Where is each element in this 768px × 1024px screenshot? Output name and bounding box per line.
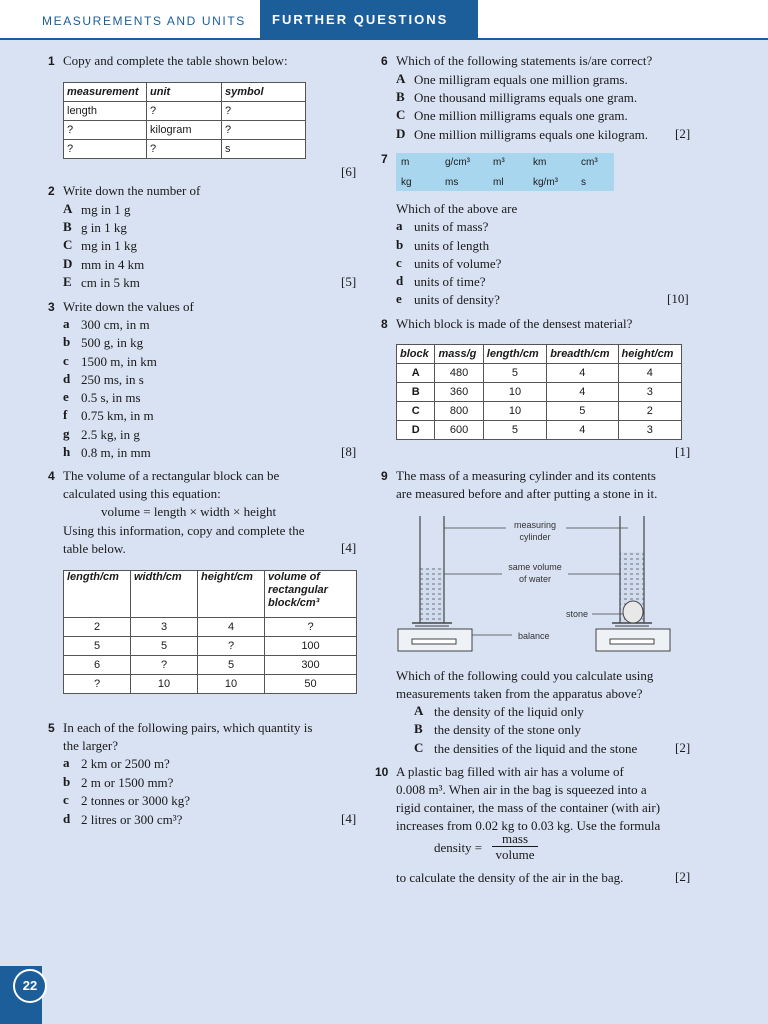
q9-number: 9 <box>381 469 388 483</box>
q2-mark: [5] <box>341 274 357 289</box>
right-balance <box>596 629 670 651</box>
q6-option-text: One million milligrams equals one gram. <box>414 108 628 123</box>
table-cell: 5 <box>131 637 198 656</box>
q5-option-text: 2 m or 1500 mm? <box>81 775 174 790</box>
table-row <box>64 140 306 159</box>
q9-question-line: Which of the following could you calculate using <box>396 668 654 683</box>
q1-table <box>63 82 306 159</box>
table-cell: 300 <box>265 656 357 675</box>
left-balance <box>398 629 472 651</box>
table-cell: 5 <box>483 364 546 383</box>
q2-option-label: E <box>63 274 72 289</box>
table-cell: A <box>397 364 435 383</box>
q6-text: Which of the following statements is/are correct? <box>396 53 653 68</box>
table-cell: 10 <box>483 383 546 402</box>
table-cell: 5 <box>64 637 131 656</box>
q8-text: Which block is made of the densest material? <box>396 316 633 331</box>
label-balance: balance <box>518 631 550 641</box>
q9-mark: [2] <box>675 740 691 755</box>
q4-number: 4 <box>48 469 55 483</box>
label-measuring-cylinder <box>500 519 570 543</box>
q8-header-cell: mass/g <box>435 345 483 364</box>
label-line: of water <box>518 574 551 584</box>
table-cell: ? <box>147 102 222 121</box>
q7-text: Which of the above are <box>396 201 518 216</box>
q5-option-label: c <box>63 792 69 807</box>
table-row <box>64 637 357 656</box>
q7-option-text: units of length <box>414 238 490 253</box>
q8-header-cell: length/cm <box>483 345 546 364</box>
q9-option-label: B <box>414 721 423 736</box>
q4-header-cell: length/cm <box>64 571 131 618</box>
q3-mark: [8] <box>341 444 357 459</box>
table-cell: 2 <box>618 402 681 421</box>
table-cell: length <box>64 102 147 121</box>
unit-label: km <box>533 157 547 168</box>
table-cell: ? <box>198 637 265 656</box>
q4-line: The volume of a rectangular block can be <box>63 468 280 483</box>
q10-number: 10 <box>375 765 389 779</box>
unit-label: m <box>401 157 410 168</box>
table-cell: 2 <box>64 618 131 637</box>
table-cell: s <box>222 140 306 159</box>
unit-label: m³ <box>493 157 505 168</box>
q3-option-text: 2.5 kg, in g <box>81 427 140 442</box>
table-cell: 3 <box>618 383 681 402</box>
table-row <box>64 618 357 637</box>
q4-mark: [4] <box>341 540 357 555</box>
q1-number: 1 <box>48 54 55 68</box>
q4-line: table below. <box>63 541 126 556</box>
q2-option-label: B <box>63 219 72 234</box>
q3-option-label: h <box>63 444 71 459</box>
q3-option-label: d <box>63 371 71 386</box>
q1-header-cell: symbol <box>222 83 306 102</box>
table-cell: 5 <box>547 402 618 421</box>
q7-option-label: d <box>396 273 404 288</box>
table-cell: 4 <box>198 618 265 637</box>
density-formula-fraction <box>492 831 538 862</box>
table-cell: 600 <box>435 421 483 440</box>
label-same-volume-of-water <box>500 561 570 585</box>
table-row <box>64 675 357 694</box>
q9-question-line: measurements taken from the apparatus above? <box>396 686 643 701</box>
q4-equation: volume = length × width × height <box>101 504 277 519</box>
right-measuring-cylinder <box>612 516 652 626</box>
table-cell: 360 <box>435 383 483 402</box>
q3-option-text: 500 g, in kg <box>81 335 144 350</box>
q6-option-text: One thousand milligrams equals one gram. <box>414 90 638 105</box>
q8-number: 8 <box>381 317 388 331</box>
table-row <box>64 656 357 675</box>
table-cell: 480 <box>435 364 483 383</box>
q2-option-text: g in 1 kg <box>81 220 127 235</box>
label-line: measuring <box>513 520 557 530</box>
table-cell: C <box>397 402 435 421</box>
q6-mark: [2] <box>675 126 691 141</box>
table-cell: ? <box>147 140 222 159</box>
q8-mark: [1] <box>675 444 691 459</box>
q6-option-label: C <box>396 107 406 122</box>
table-cell: ? <box>222 121 306 140</box>
table-cell: 4 <box>547 421 618 440</box>
q2-option-text: mg in 1 g <box>81 202 131 217</box>
formula-numerator: mass <box>492 831 538 847</box>
table-cell: B <box>397 383 435 402</box>
q10-line: increases from 0.02 kg to 0.03 kg. Use the formula <box>396 818 661 833</box>
q5-line: In each of the following pairs, which quantity is <box>63 720 313 735</box>
unit-label: ml <box>493 177 504 188</box>
table-cell: 50 <box>265 675 357 694</box>
q8-header-cell: height/cm <box>618 345 681 364</box>
table-cell: kilogram <box>147 121 222 140</box>
table-cell: ? <box>131 656 198 675</box>
unit-label: kg/m³ <box>533 177 558 188</box>
q6-option-text: One milligram equals one million grams. <box>414 72 628 87</box>
q3-option-label: g <box>63 426 70 441</box>
q10-last-line: to calculate the density of the air in the bag. <box>396 870 624 885</box>
q9-option-text: the densities of the liquid and the stone <box>434 741 638 756</box>
stone-shape <box>623 601 643 623</box>
q9-option-label: C <box>414 740 424 755</box>
section-title: MEASUREMENTS AND UNITS <box>42 14 246 28</box>
q2-option-text: mg in 1 kg <box>81 238 137 253</box>
q2-text: Write down the number of <box>63 183 201 198</box>
table-row <box>64 121 306 140</box>
q8-header-row <box>397 345 682 364</box>
q3-option-text: 0.8 m, in mm <box>81 445 151 460</box>
q7-option-label: c <box>396 255 402 270</box>
table-cell: ? <box>265 618 357 637</box>
table-cell: 5 <box>198 656 265 675</box>
page-header <box>0 0 768 38</box>
q1-mark: [6] <box>341 164 357 179</box>
unit-label: g/cm³ <box>445 157 470 168</box>
table-cell: D <box>397 421 435 440</box>
q5-line: the larger? <box>63 738 118 753</box>
q7-units-box <box>396 153 614 191</box>
q3-option-text: 250 ms, in s <box>81 372 144 387</box>
q3-option-text: 0.75 km, in m <box>81 408 154 423</box>
table-cell: ? <box>64 121 147 140</box>
unit-label: kg <box>401 177 412 188</box>
q5-option-label: b <box>63 774 71 789</box>
q4-line: Using this information, copy and complete the <box>63 523 305 538</box>
q10-line: rigid container, the mass of the container (with air) <box>396 800 661 815</box>
q2-option-text: cm in 5 km <box>81 275 140 290</box>
q5-option-text: 2 km or 2500 m? <box>81 756 170 771</box>
q3-option-label: e <box>63 389 69 404</box>
q7-option-text: units of mass? <box>414 219 489 234</box>
q1-header-row <box>64 83 306 102</box>
header-tab-label: FURTHER QUESTIONS <box>272 12 449 27</box>
table-cell: 100 <box>265 637 357 656</box>
q9-option-text: the density of the liquid only <box>434 704 584 719</box>
table-cell: 4 <box>547 383 618 402</box>
q2-number: 2 <box>48 184 55 198</box>
table-row <box>64 102 306 121</box>
table-cell: 10 <box>483 402 546 421</box>
q5-option-label: a <box>63 755 70 770</box>
q6-option-label: A <box>396 71 406 86</box>
q2-option-label: C <box>63 237 73 252</box>
q3-option-text: 300 cm, in m <box>81 317 150 332</box>
q1-header-cell: measurement <box>64 83 147 102</box>
q8-table <box>396 344 682 440</box>
q3-option-label: f <box>63 407 68 422</box>
label-line: same volume <box>508 562 562 572</box>
page-number: 22 <box>13 969 47 1003</box>
q9-option-label: A <box>414 703 424 718</box>
q3-text: Write down the values of <box>63 299 194 314</box>
q7-option-label: a <box>396 218 403 233</box>
header-rule <box>0 38 768 40</box>
unit-label: s <box>581 177 586 188</box>
table-cell: 4 <box>547 364 618 383</box>
q1-text: Copy and complete the table shown below: <box>63 53 288 68</box>
table-cell: 4 <box>618 364 681 383</box>
left-measuring-cylinder <box>412 516 452 626</box>
table-cell: 5 <box>483 421 546 440</box>
q9-option-text: the density of the stone only <box>434 722 581 737</box>
table-cell: 3 <box>131 618 198 637</box>
q10-line: 0.008 m³. When air in the bag is squeezed into a <box>396 782 647 797</box>
q3-option-text: 0.5 s, in ms <box>81 390 141 405</box>
q1-header-cell: unit <box>147 83 222 102</box>
q3-option-label: c <box>63 353 69 368</box>
q7-option-text: units of volume? <box>414 256 502 271</box>
header-tab <box>260 0 478 38</box>
q2-option-label: A <box>63 201 73 216</box>
q6-option-label: B <box>396 89 405 104</box>
table-row <box>397 421 682 440</box>
table-row <box>397 402 682 421</box>
q7-option-label: b <box>396 237 404 252</box>
table-cell: 6 <box>64 656 131 675</box>
table-row <box>397 383 682 402</box>
table-row <box>397 364 682 383</box>
table-cell: ? <box>64 675 131 694</box>
q4-header-cell: width/cm <box>131 571 198 618</box>
q7-option-text: units of time? <box>414 274 486 289</box>
q5-option-text: 2 litres or 300 cm³? <box>81 812 183 827</box>
table-cell: 3 <box>618 421 681 440</box>
q3-option-label: a <box>63 316 70 331</box>
q10-mark: [2] <box>675 869 691 884</box>
formula-denominator: volume <box>495 847 535 862</box>
q3-option-label: b <box>63 334 71 349</box>
q6-option-label: D <box>396 126 406 141</box>
q7-number: 7 <box>381 152 388 166</box>
table-cell: ? <box>64 140 147 159</box>
q8-header-cell: breadth/cm <box>547 345 618 364</box>
label-line: cylinder <box>519 532 551 542</box>
q9-line: are measured before and after putting a stone in it. <box>396 486 658 501</box>
q5-option-text: 2 tonnes or 3000 kg? <box>81 793 191 808</box>
table-cell: 10 <box>198 675 265 694</box>
label-stone: stone <box>566 609 589 619</box>
unit-label: ms <box>445 177 459 188</box>
q4-header-cell: volume of rectangular block/cm³ <box>265 571 357 618</box>
q2-option-label: D <box>63 256 73 271</box>
table-cell: ? <box>222 102 306 121</box>
q7-mark: [10] <box>667 291 689 306</box>
formula-lhs: density = <box>434 840 483 855</box>
q10-line: A plastic bag filled with air has a volume of <box>396 764 624 779</box>
q6-number: 6 <box>381 54 388 68</box>
q3-number: 3 <box>48 300 55 314</box>
q2-option-text: mm in 4 km <box>81 257 145 272</box>
table-cell: 800 <box>435 402 483 421</box>
unit-label: cm³ <box>581 157 598 168</box>
table-cell: 10 <box>131 675 198 694</box>
q9-line: The mass of a measuring cylinder and its contents <box>396 468 656 483</box>
q4-header-cell: height/cm <box>198 571 265 618</box>
q6-option-text: One million milligrams equals one kilogram. <box>414 127 648 142</box>
q4-header-row <box>64 571 357 618</box>
q8-header-cell: block <box>397 345 435 364</box>
q5-option-label: d <box>63 811 71 826</box>
q4-line: calculated using this equation: <box>63 486 221 501</box>
q7-option-text: units of density? <box>414 292 500 307</box>
q4-table <box>63 570 357 694</box>
q7-option-label: e <box>396 291 402 306</box>
q5-number: 5 <box>48 721 55 735</box>
q3-option-text: 1500 m, in km <box>81 354 157 369</box>
q5-mark: [4] <box>341 811 357 826</box>
